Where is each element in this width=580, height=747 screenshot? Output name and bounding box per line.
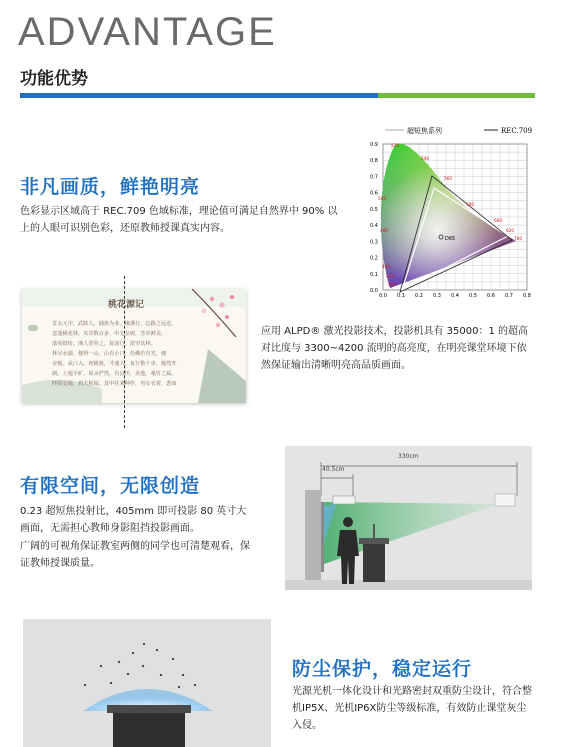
slide-line: 晋太元中，武陵人，捕鱼为业。缘溪行，忘路之远近。	[52, 321, 177, 327]
wavelength-label: 490	[380, 228, 388, 233]
x-tick-label: 0.3	[433, 293, 441, 299]
wavelength-label: 620	[506, 228, 514, 233]
x-tick-label: 0.4	[451, 293, 459, 299]
whitepoint-label: D65	[445, 236, 456, 242]
slide-line: 忽逢桃花林，夹岸数百步，中无杂树，芳草鲜美，	[52, 331, 167, 337]
x-tick-label: 0.6	[487, 293, 495, 299]
slide-split-line	[124, 276, 125, 428]
dimension-throw-distance: 330cm	[398, 453, 419, 460]
slide-text	[52, 319, 212, 389]
header-divider-green	[378, 93, 535, 98]
x-tick-label: 0.5	[469, 293, 477, 299]
x-tick-label: 0.7	[505, 293, 513, 299]
header-divider-blue	[20, 93, 378, 98]
wavelength-label: 500	[378, 196, 386, 201]
wavelength-label: 520	[391, 143, 399, 148]
slide-line: 落英缤纷。渔人甚异之，复前行，欲穷其林。	[52, 341, 156, 347]
wavelength-label: 480	[382, 264, 390, 269]
y-tick-label: 0.6	[370, 190, 378, 197]
wavelength-label: 470	[386, 274, 394, 279]
x-tick-label: 0.2	[415, 293, 423, 299]
slide-line: 林尽水源，便得一山，山有小口，仿佛若有光。便	[52, 351, 167, 357]
section-text-space: 0.23 超短焦投射比，405mm 即可投影 80 英寸大画面，无需担心教师身影阻挡投影画面。	[20, 506, 247, 534]
color-gamut-chart	[366, 120, 536, 300]
y-tick-label: 0.7	[370, 174, 378, 181]
slide-heading: 桃花源记	[108, 300, 145, 310]
wavelength-label: 460	[388, 282, 396, 287]
section-title-quality: 非凡画质，鲜艳明亮	[20, 176, 201, 198]
x-tick-label: 0.8	[523, 293, 531, 299]
x-tick-label: 0.0	[379, 293, 387, 299]
legend-series: 超短焦系列	[407, 127, 442, 135]
section-title-space: 有限空间，无限创造	[20, 475, 201, 497]
slide-line: 舍船，从口入。初极狭，才通人。复行数十步，豁然开	[52, 361, 177, 367]
y-tick-label: 0.2	[370, 255, 378, 262]
slide-line: 阡陌交通，鸡犬相闻。其中往来种作，男女衣着，悉如	[52, 381, 177, 387]
section-text-viewing: 广阔的可视角保证教室两侧的同学也可清楚观看，保证教师授课质量。	[20, 541, 250, 569]
classroom-illustration	[285, 446, 532, 590]
wavelength-label: 700	[514, 236, 522, 241]
y-tick-label: 0.1	[370, 271, 378, 278]
section-text-quality: 色彩显示区域高于 REC.709 色域标准，理论值可满足自然界中 90% 以上的人眼可识别色彩，还原教师授课真实内容。	[20, 206, 338, 234]
x-tick-label: 0.1	[397, 293, 405, 299]
y-tick-label: 0.5	[370, 206, 378, 213]
wavelength-label: 540	[421, 156, 429, 161]
y-tick-label: 0.8	[370, 158, 378, 165]
wavelength-label: 600	[494, 218, 502, 223]
dimension-wall-distance: 40.5cm	[322, 466, 345, 473]
wavelength-label: 580	[466, 202, 474, 207]
wavelength-label: 560	[444, 176, 452, 181]
page-subtitle: 功能优势	[20, 69, 88, 89]
lesson-slide-image	[22, 289, 246, 403]
page-title: ADVANTAGE	[18, 10, 277, 54]
legend-rec709: REC.709	[501, 127, 533, 135]
y-tick-label: 0.0	[370, 288, 378, 294]
section-title-dustproof: 防尘保护，稳定运行	[292, 658, 473, 680]
y-tick-label: 0.9	[370, 142, 378, 148]
y-tick-label: 0.3	[370, 239, 378, 246]
slide-line: 朗。土地平旷，屋舍俨然，有良田、美池、桑竹之属。	[52, 371, 177, 377]
section-text-dustproof: 光源光机一体化设计和光路密封双重防尘设计，符合整机IP5X、光机IP6X防尘等级标准，有效防止课堂灰尘入侵。	[292, 686, 532, 731]
dustproof-illustration	[23, 619, 271, 747]
section-text-brightness: 应用 ALPD® 激光投影技术，投影机具有 35000：1 的超高对比度与 3300~4200 流明的高亮度，在明亮课堂环境下依然保证输出清晰明亮高品质画面。	[261, 326, 529, 371]
y-tick-label: 0.4	[370, 223, 378, 230]
